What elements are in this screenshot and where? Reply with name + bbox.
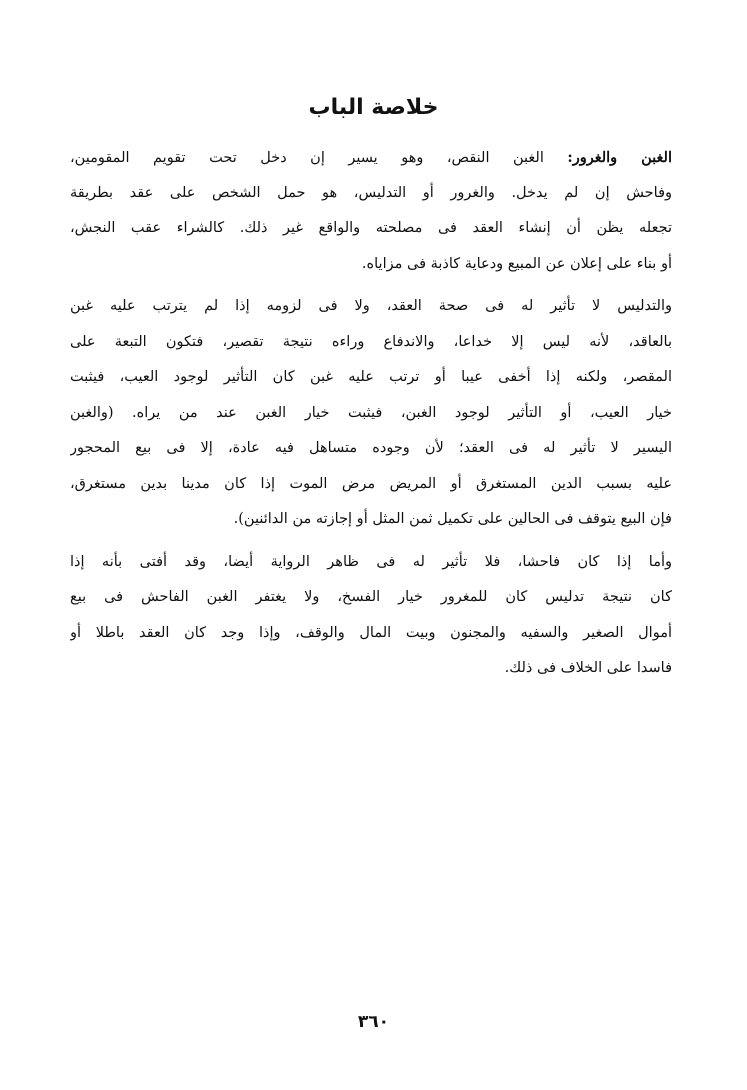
text-line: تجعله يظن أن إنشاء العقد فى مصلحته والواقع غير ذلك. كالشراء عقب النجش،	[70, 220, 672, 236]
text-line: خيار العيب، أو التأثير لوجود الغبن، فيثبت خيار الغبن عند من يراه. (والغبن	[70, 404, 672, 421]
text-line: المقصر، ولكنه إذا أخفى عيبا أو ترتب عليه غبن كان التأثير لوجود العيب، فيثبت	[70, 369, 672, 385]
lead-term: الغبن والغرور:	[567, 149, 672, 166]
page-number: ٣٦٠	[357, 1012, 390, 1032]
text-line: أموال الصغير والسفيه والمجنون وبيت المال والوقف، وإذا وجد كان العقد باطلا أو	[70, 624, 672, 641]
paragraph-3	[70, 545, 672, 687]
body-text	[70, 140, 672, 694]
paragraph-2	[70, 289, 672, 538]
text-line: كان نتيجة تدليس كان للمغرور خيار الفسخ، ولا يغتفر الغبن الفاحش فى بيع	[70, 589, 672, 605]
text-line: والتدليس لا تأثير له فى صحة العقد، ولا فى لزومه إذا لم يترتب عليه غبن	[70, 298, 672, 314]
text-line: فاسدا على الخلاف فى ذلك.	[504, 660, 672, 676]
text-line: اليسير لا تأثير له فى العقد؛ لأن وجوده متساهل فيه عادة، إلا فى بيع المحجور	[70, 440, 672, 456]
text-line: أو بناء على إعلان عن المبيع ودعاية كاذبة فى مزاياه.	[361, 255, 672, 272]
text-line: بالعاقد، لأنه ليس إلا خداعا، والاندفاع وراءه نتيجة تقصير، فتكون التبعة على	[70, 333, 672, 350]
text-line: وأما إذا كان فاحشا، فلا تأثير له فى ظاهر الرواية أيضا، وقد أفتى بأنه إذا	[70, 553, 672, 570]
page-title: خلاصة الباب	[308, 95, 439, 120]
paragraph-1	[70, 140, 672, 282]
text-line: وفاحش إن لم يدخل. والغرور أو التدليس، هو حمل الشخص على عقد بطريقة	[70, 184, 672, 201]
text-line: عليه بسبب الدين المستغرق أو المريض مرض الموت إذا كان مدينا بدين مستغرق،	[70, 475, 672, 492]
text-line: الغبن والغرور: الغبن النقص، وهو يسير إن دخل تحت تقويم المقومين،	[70, 149, 672, 166]
text-line: فإن البيع يتوقف فى الحالين على تكميل ثمن المثل أو إجازته من الدائنين).	[233, 511, 672, 527]
